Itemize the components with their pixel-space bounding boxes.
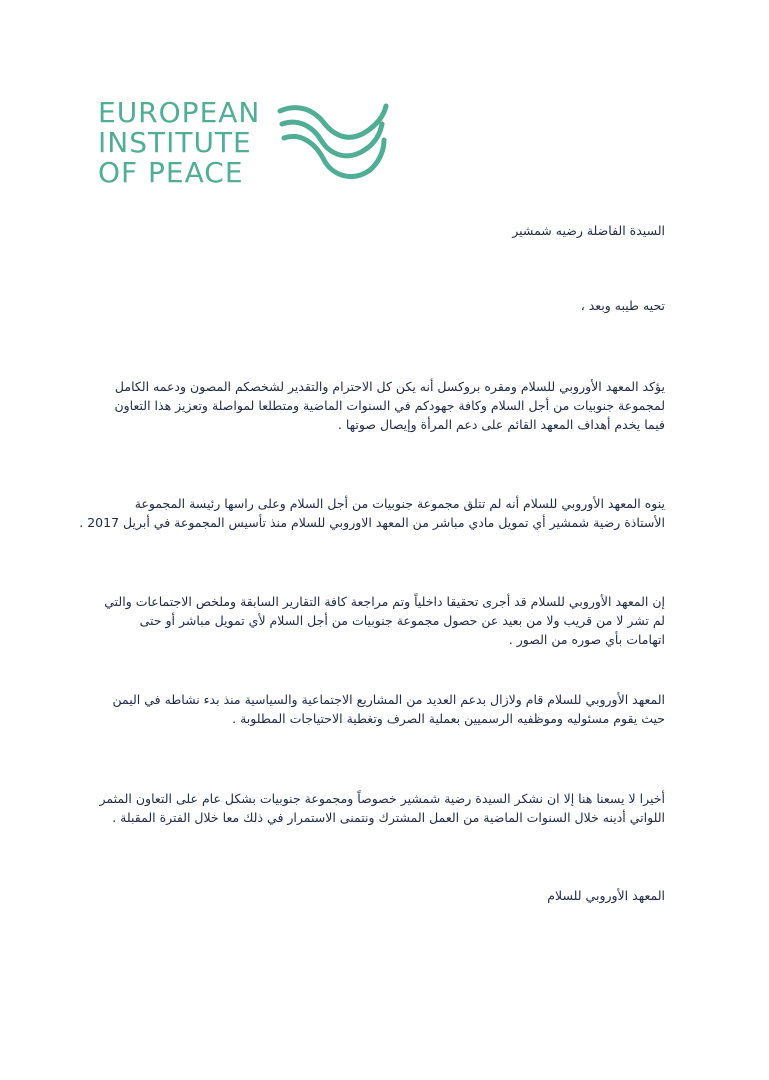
paragraph-line: إن المعهد الأوروبي للسلام قد أجرى تحقيقا داخلياً وتم مراجعة كافة التقارير السابقة وملخص الاجتماعات والتي [104, 594, 665, 609]
letter-greeting [581, 296, 665, 315]
paragraph-line: لمجموعة جنوبيات من أجل السلام وكافة جهودكم في السنوات الماضية ومتطلعا لمواصلة وتعزيز هذا التعاون [114, 398, 665, 413]
paragraph-line: اللواتي أدينه خلال السنوات الماضية من العمل المشترك ونتمنى الاستمرار في ذلك معا خلال الفترة المقبلة . [112, 810, 665, 825]
logo-line-institute: INSTITUTE [98, 126, 252, 159]
paragraph-support [114, 377, 665, 434]
paragraph-line: لم تشر لا من قريب ولا من بعيد عن حصول مجموعة جنوبيات من أجل السلام لأي تمويل مباشر أو حتى [139, 613, 665, 628]
letter-salutation [512, 221, 665, 240]
greeting-line: تحيه طيبه وبعد ، [580, 298, 665, 313]
paragraph-thanks [100, 789, 666, 827]
paragraph-funding-statement [79, 494, 665, 532]
logo-wordmark [98, 98, 260, 188]
paragraph-line: الأستاذة رضية شمشير أي تمويل مادي مباشر من المعهد الاوروبي للسلام منذ تأسيس المجموعة في أبريل 2017 . [79, 515, 665, 530]
paragraph-internal-investigation [104, 592, 665, 649]
paragraph-line: فيما يخدم أهداف المعهد القائم على دعم المرأة وإيصال صوتها . [337, 417, 665, 432]
logo-line-european: EUROPEAN [98, 96, 261, 129]
paragraph-yemen-projects [112, 690, 665, 728]
salutation-line: السيدة الفاضلة رضيه شمشير [512, 223, 665, 238]
european-institute-of-peace-logo [98, 98, 398, 190]
paragraph-line: المعهد الأوروبي للسلام قام ولازال بدعم العديد من المشاريع الاجتماعية والسياسية منذ بدء نشاطه في اليمن [112, 692, 665, 707]
paragraph-line: ينوه المعهد الأوروبي للسلام أنه لم تتلق مجموعة جنوبيات من أجل السلام وعلى راسها رئيسة المجموعة [134, 496, 665, 511]
dove-wave-logo-icon [274, 98, 389, 188]
paragraph-line: حيث يقوم مسئوليه وموظفيه الرسميين بعملية الصرف وتغطية الاحتياجات المطلوبة . [232, 711, 665, 726]
paragraph-line: اتهامات بأي صوره من الصور . [508, 632, 665, 647]
letter-signature [547, 886, 665, 905]
signature-line: المعهد الأوروبي للسلام [547, 888, 665, 903]
paragraph-line: أخيرا لا يسعنا هنا إلا ان نشكر السيدة رضية شمشير خصوصاً ومجموعة جنوبيات بشكل عام على التعاون المثمر [99, 791, 665, 806]
paragraph-line: يؤكد المعهد الأوروبي للسلام ومقره بروكسل أنه يكن كل الاحترام والتقدير لشخصكم المصون ودعمه الكامل [114, 379, 665, 394]
logo-line-of-peace: OF PEACE [98, 156, 244, 189]
